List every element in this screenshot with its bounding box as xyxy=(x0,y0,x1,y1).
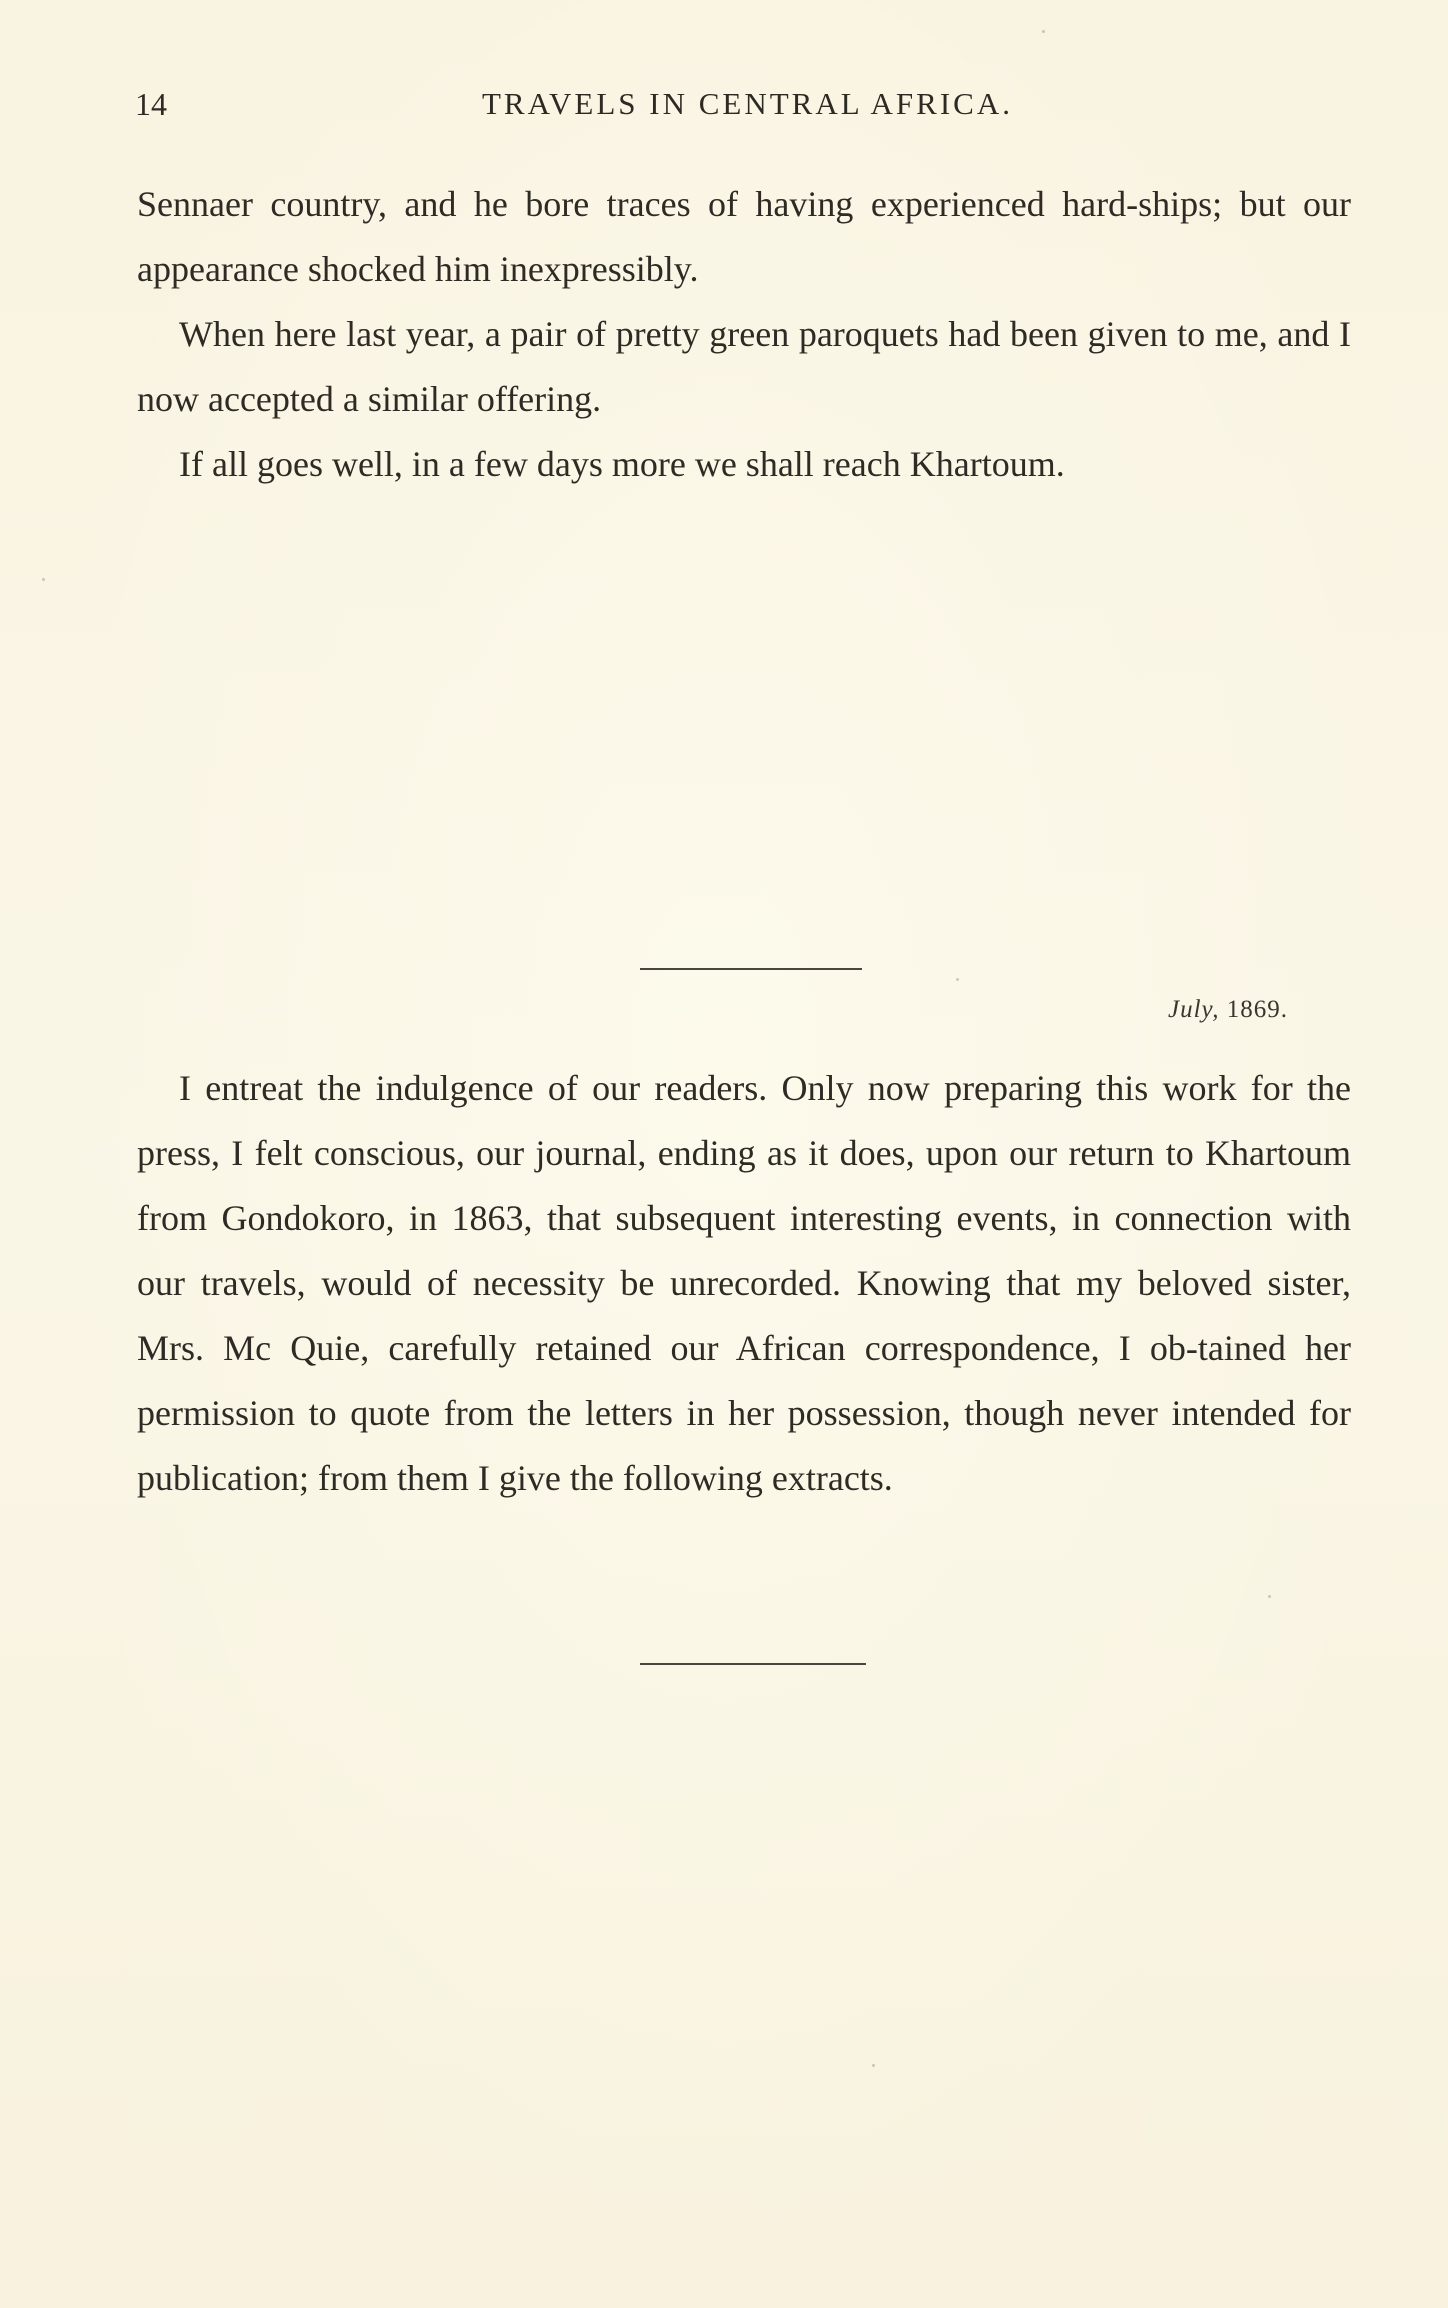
paragraph-indulgence: I entreat the indulgence of our readers. Only now preparing this work for the press, I felt conscious, our journal, ending as it does, upon our return to Khartoum from Gondokoro, in 1863, that subsequent interesting events, in connection with our travels, would of necessity be unrecorded. Knowing that my beloved sister, Mrs. Mc Quie, carefully retained our African correspondence, I ob-tained her permission to quote from the letters in her possession, though never intended for publication; from them I give the following extracts. xyxy=(137,1068,1351,1498)
dateline-month: July, xyxy=(1167,996,1220,1023)
paragraph-khartoum: If all goes well, in a few days more we shall reach Khartoum. xyxy=(179,444,1065,484)
running-head xyxy=(135,86,1350,126)
paragraph-paroquets: When here last year, a pair of pretty green paroquets had been given to me, and I now accepted a similar offering. xyxy=(137,314,1351,419)
journal-text xyxy=(137,172,1351,497)
dateline xyxy=(1168,996,1288,1024)
paragraph-continuation: Sennaer country, and he bore traces of having experienced hard-ships; but our appearance shocked him inexpressibly. xyxy=(137,184,1351,289)
dateline-year: 1869. xyxy=(1226,996,1288,1023)
paper-speck xyxy=(1042,30,1045,33)
closing-divider-rule xyxy=(640,1663,866,1665)
running-title: TRAVELS IN CENTRAL AFRICA. xyxy=(482,86,1013,121)
page-number: 14 xyxy=(135,86,167,122)
section-divider-rule xyxy=(640,968,862,970)
paper-speck xyxy=(872,2064,875,2067)
preface-text xyxy=(137,1056,1351,1511)
paper-speck xyxy=(1268,1595,1271,1598)
paper-speck xyxy=(42,578,45,581)
paper-speck xyxy=(956,978,959,981)
